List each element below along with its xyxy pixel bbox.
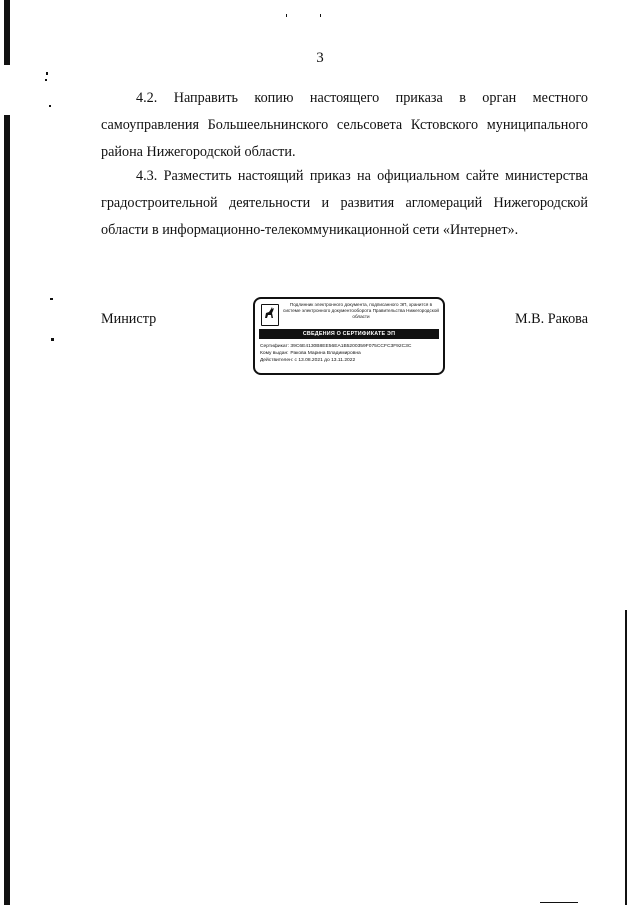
- scan-mark: [50, 298, 53, 300]
- signer-title: Министр: [101, 311, 157, 327]
- page-number: 3: [316, 50, 324, 66]
- scan-mark: [4, 115, 10, 905]
- scan-mark: [286, 14, 287, 17]
- stamp-certificate-bar: СВЕДЕНИЯ О СЕРТИФИКАТЕ ЭП: [259, 329, 439, 339]
- stamp-details: [260, 343, 411, 364]
- signature-block: [0, 302, 640, 381]
- scan-mark: [45, 79, 47, 81]
- stamp-owner-value: Ракова Марина Владимировна: [290, 351, 361, 356]
- stamp-owner-row: [260, 350, 411, 357]
- scan-mark: [625, 610, 627, 905]
- nizhny-novgorod-deer-emblem-icon: [261, 304, 279, 326]
- stamp-header: Подлинник электронного документа, подписанного ЭП, хранится в системе электронного документооборота Правительства Нижегородской области: [283, 302, 439, 319]
- electronic-signature-stamp: [253, 297, 445, 375]
- stamp-cert-row: [260, 343, 411, 350]
- paragraph-4-3: 4.3. Разместить настоящий приказ на официальном сайте министерства градостроительной деятельности и развития агломераций Нижегородской области в информационно-телекоммуникационной сети «Интернет».: [101, 168, 588, 238]
- stamp-valid-label: Действителен:: [260, 358, 294, 363]
- scan-mark: [320, 14, 321, 17]
- scan-mark: [540, 902, 578, 903]
- signer-name: М.В. Ракова: [515, 311, 588, 327]
- scan-mark: [46, 72, 48, 75]
- paragraph-4-2: 4.2. Направить копию настоящего приказа в орган местного самоуправления Большеельнинского сельсовета Кстовского муниципального района Нижегородской области.: [101, 90, 588, 160]
- stamp-valid-row: [260, 357, 411, 364]
- stamp-valid-value: с 13.08.2021 до 13.11.2022: [294, 358, 356, 363]
- scan-mark: [49, 105, 51, 107]
- stamp-cert-value: 39C6E4130B8EE56EA1B5200359F075CCFC3F92C3C: [290, 344, 412, 349]
- stamp-owner-label: Кому выдан:: [260, 351, 289, 356]
- stamp-cert-label: Сертификат:: [260, 344, 290, 349]
